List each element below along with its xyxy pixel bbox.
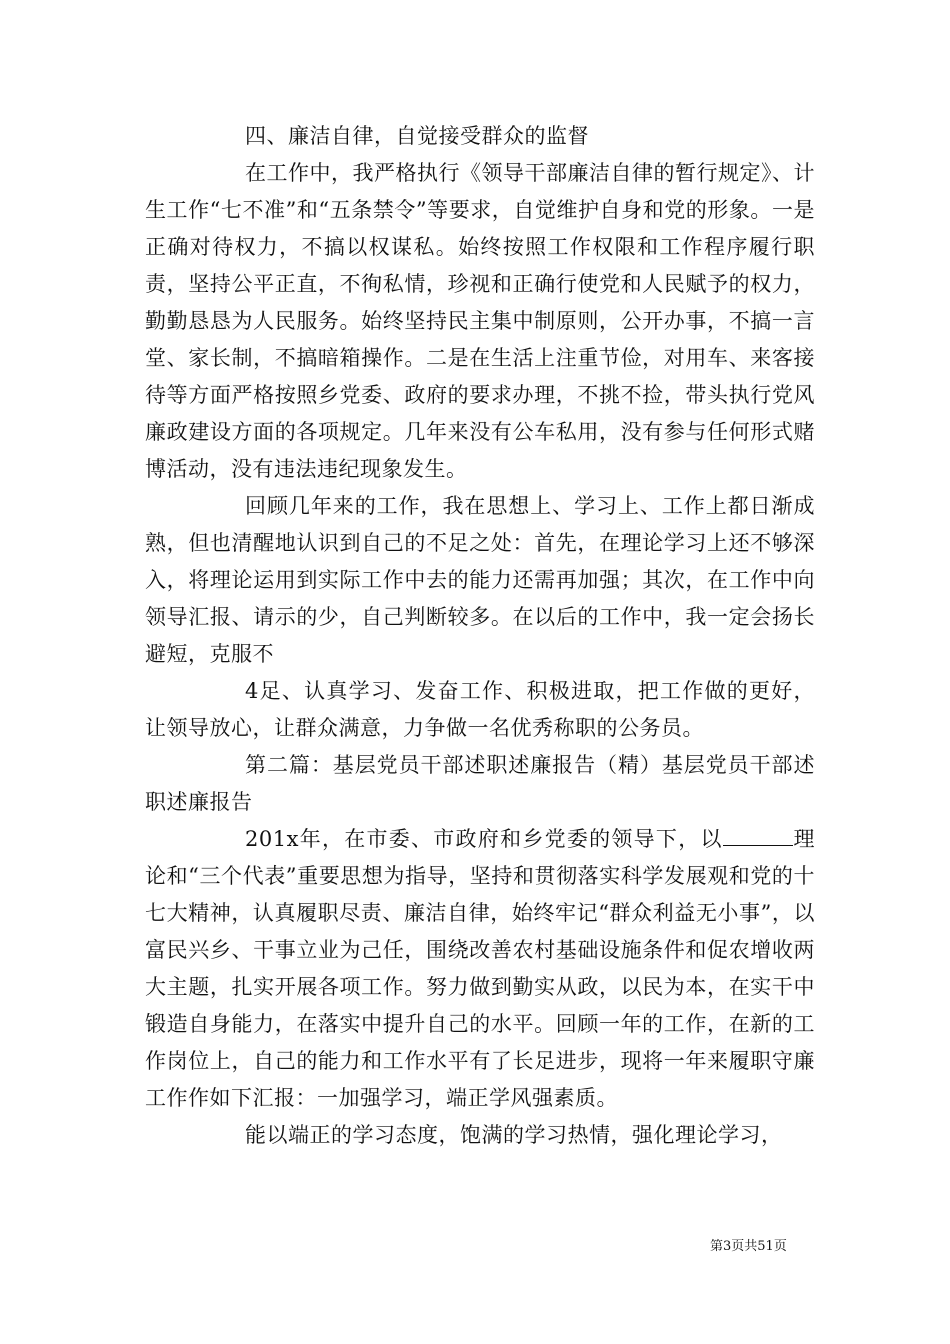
blank-underline <box>723 827 793 846</box>
intro-text-rest: 理论和“三个代表”重要思想为指导，坚持和贯彻落实科学发展观和党的十七大精神，认真履职尽责、廉洁自律，始终牢记“群众利益无小事”，以富民兴乡、干事立业为己任，围绕改善农村基础设施条件和促农增收两大主题，扎实开展各项工作。努力做到勤实从政，以民为本，在实干中锻造自身能力，在落实中提升自己的水平。回顾一年的工作，在新的工作岗位上，自己的能力和工作水平有了长足进步，现将一年来履职守廉工作作如下汇报：一加强学习，端正学风强素质。 <box>145 827 815 1110</box>
article-title: 第二篇：基层党员干部述职述廉报告（精）基层党员干部述职述廉报告 <box>145 753 815 814</box>
paragraph-continuation: 4足、认真学习、发奋工作、积极进取，把工作做的更好，让领导放心，让群众满意，力争做一名优秀称职的公务员。 <box>145 679 815 740</box>
section-heading: 四、廉洁自律，自觉接受群众的监督 <box>245 124 589 148</box>
paragraph-integrity: 在工作中，我严格执行《领导干部廉洁自律的暂行规定》、计生工作“七不准”和“五条禁令”等要求，自觉维护自身和党的形象。一是正确对待权力，不搞以权谋私。始终按照工作权限和工作程序履行职责，坚持公平正直，不徇私情，珍视和正确行使党和人民赋予的权力，勤勤恳恳为人民服务。始终坚持民主集中制原则，公开办事，不搞一言堂、家长制，不搞暗箱操作。二是在生活上注重节俭，对用车、来客接待等方面严格按照乡党委、政府的要求办理，不挑不捡，带头执行党风廉政建设方面的各项规定。几年来没有公车私用，没有参与任何形式赌博活动，没有违法违纪现象发生。 <box>145 161 815 481</box>
page-number: 第3页共51页 <box>710 1239 787 1254</box>
paragraph-review: 回顾几年来的工作，我在思想上、学习上、工作上都日渐成熟，但也清醒地认识到自己的不足之处：首先，在理论学习上还不够深入，将理论运用到实际工作中去的能力还需再加强；其次，在工作中向领导汇报、请示的少，自己判断较多。在以后的工作中，我一定会扬长避短，克服不 <box>145 494 815 666</box>
intro-text-start: 201x年，在市委、市政府和乡党委的领导下，以 <box>245 827 723 851</box>
document-body <box>145 118 815 1154</box>
paragraph-intro <box>145 821 815 1117</box>
paragraph-study: 能以端正的学习态度，饱满的学习热情，强化理论学习， <box>245 1123 783 1147</box>
